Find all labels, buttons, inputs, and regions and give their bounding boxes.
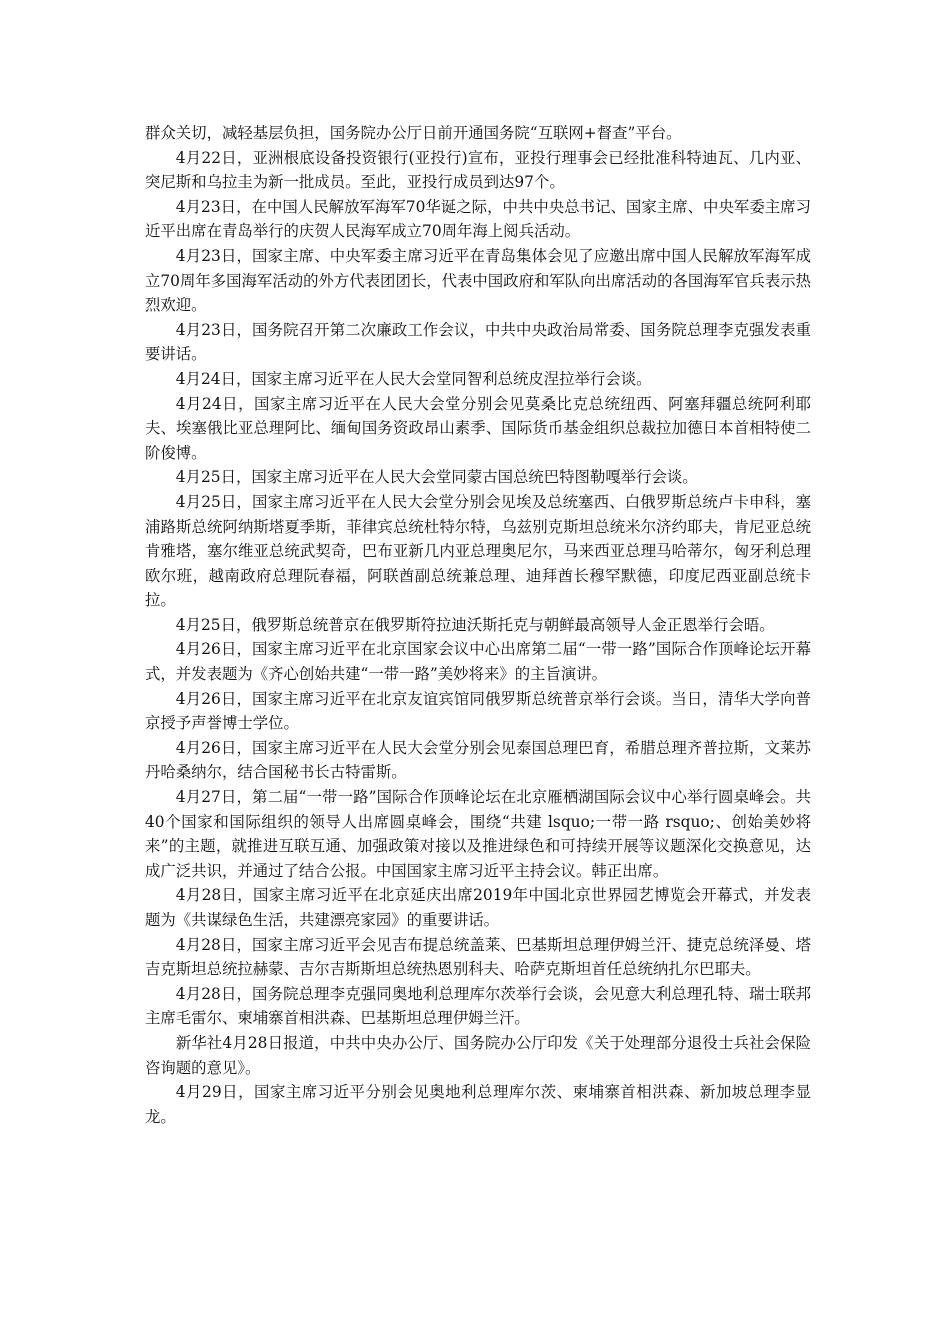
- paragraph: 4月23日，国家主席、中央军委主席习近平在青岛集体会见了应邀出席中国人民解放军海军成立70周年多国海军活动的外方代表团团长，代表中国政府和军队向出席活动的各国海军官兵表示热烈欢迎。: [145, 246, 811, 315]
- paragraph: 4月27日，第二届“一带一路”国际合作顶峰论坛在北京雁栖湖国际会议中心举行圆桌峰会。共40个国家和国际组织的领导人出席圆桌峰会，围绕“共建 lsquo;一带一路 rsquo;、创始美妙将来”的主题，就推进互联互通、加强政策对接以及推进绿色和可持续开展等议题深化交换意见，达成广泛共识，并通过了结合公报。中国国家主席习近平主持会议。韩正出席。: [145, 788, 811, 880]
- paragraph: 4月28日，国家主席习近平会见吉布提总统盖莱、巴基斯坦总理伊姆兰汗、捷克总统泽曼、塔吉克斯坦总统拉赫蒙、吉尔吉斯斯坦总统热恩别科夫、哈萨克斯坦首任总统纳扎尔巴耶夫。: [145, 935, 811, 979]
- paragraph: 4月23日，国务院召开第二次廉政工作会议，中共中央政治局常委、国务院总理李克强发表重要讲话。: [145, 320, 811, 364]
- paragraph: 4月23日，在中国人民解放军海军70华诞之际，中共中央总书记、国家主席、中央军委主席习近平出席在青岛举行的庆贺人民海军成立70周年海上阅兵活动。: [145, 197, 811, 241]
- paragraph: 群众关切，减轻基层负担，国务院办公厅日前开通国务院“互联网+督查”平台。: [145, 124, 682, 142]
- paragraph: 4月29日，国家主席习近平分别会见奥地利总理库尔茨、柬埔寨首相洪森、新加坡总理李显龙。: [145, 1083, 811, 1126]
- paragraph: 4月22日，亚洲根底设备投资银行(亚投行)宣布，亚投行理事会已经批准科特迪瓦、几内亚、突尼斯和乌拉圭为新一批成员。至此，亚投行成员到达97个。: [145, 148, 811, 192]
- paragraph: 4月28日，国务院总理李克强同奥地利总理库尔茨举行会谈，会见意大利总理孔特、瑞士联邦主席毛雷尔、柬埔寨首相洪森、巴基斯坦总理伊姆兰汗。: [145, 984, 811, 1028]
- paragraph: 4月26日，国家主席习近平在北京友谊宾馆同俄罗斯总统普京举行会谈。当日，清华大学向普京授予声誉博士学位。: [145, 689, 811, 733]
- paragraph: 4月24日，国家主席习近平在人民大会堂同智利总统皮涅拉举行会谈。: [175, 369, 652, 388]
- paragraph: 新华社4月28日报道，中共中央办公厅、国务院办公厅印发《关于处理部分退役士兵社会保险咨询题的意见》。: [145, 1033, 811, 1077]
- paragraph: 4月26日，国家主席习近平在人民大会堂分别会见泰国总理巴育，希腊总理齐普拉斯，文莱苏丹哈桑纳尔，结合国秘书长古特雷斯。: [145, 738, 811, 782]
- paragraph: 4月25日，国家主席习近平在人民大会堂分别会见埃及总统塞西、白俄罗斯总统卢卡申科，塞浦路斯总统阿纳斯塔夏季斯，菲律宾总统杜特尔特，乌兹别克斯坦总统米尔济约耶夫，肯尼亚总统肯雅塔，塞尔维亚总统武契奇，巴布亚新几内亚总理奥尼尔，马来西亚总理马哈蒂尔，匈牙利总理欧尔班，越南政府总理阮春福，阿联酋副总统兼总理、迪拜酋长穆罕默德，印度尼西亚副总统卡拉。: [145, 492, 811, 610]
- paragraph: 4月25日，国家主席习近平在人民大会堂同蒙古国总统巴特图勒嘎举行会谈。: [175, 468, 698, 487]
- paragraph: 4月24日，国家主席习近平在人民大会堂分别会见莫桑比克总统纽西、阿塞拜疆总统阿利耶夫、埃塞俄比亚总理阿比、缅甸国务资政昂山素季、国际货币基金组织总裁拉加德日本首相特使二阶俊博。: [145, 394, 811, 462]
- paragraph: 4月28日，国家主席习近平在北京延庆出席2019年中国北京世界园艺博览会开幕式，并发表题为《共谋绿色生活，共建漂亮家园》的重要讲话。: [145, 886, 811, 929]
- paragraph: 4月26日，国家主席习近平在北京国家会议中心出席第二届“一带一路”国际合作顶峰论坛开幕式，并发表题为《齐心创始共建“一带一路”美妙将来》的主旨演讲。: [145, 640, 811, 684]
- paragraph: 4月25日，俄罗斯总统普京在俄罗斯符拉迪沃斯托克与朝鲜最高领导人金正恩举行会晤。: [175, 615, 775, 634]
- document-body: [145, 121, 811, 1129]
